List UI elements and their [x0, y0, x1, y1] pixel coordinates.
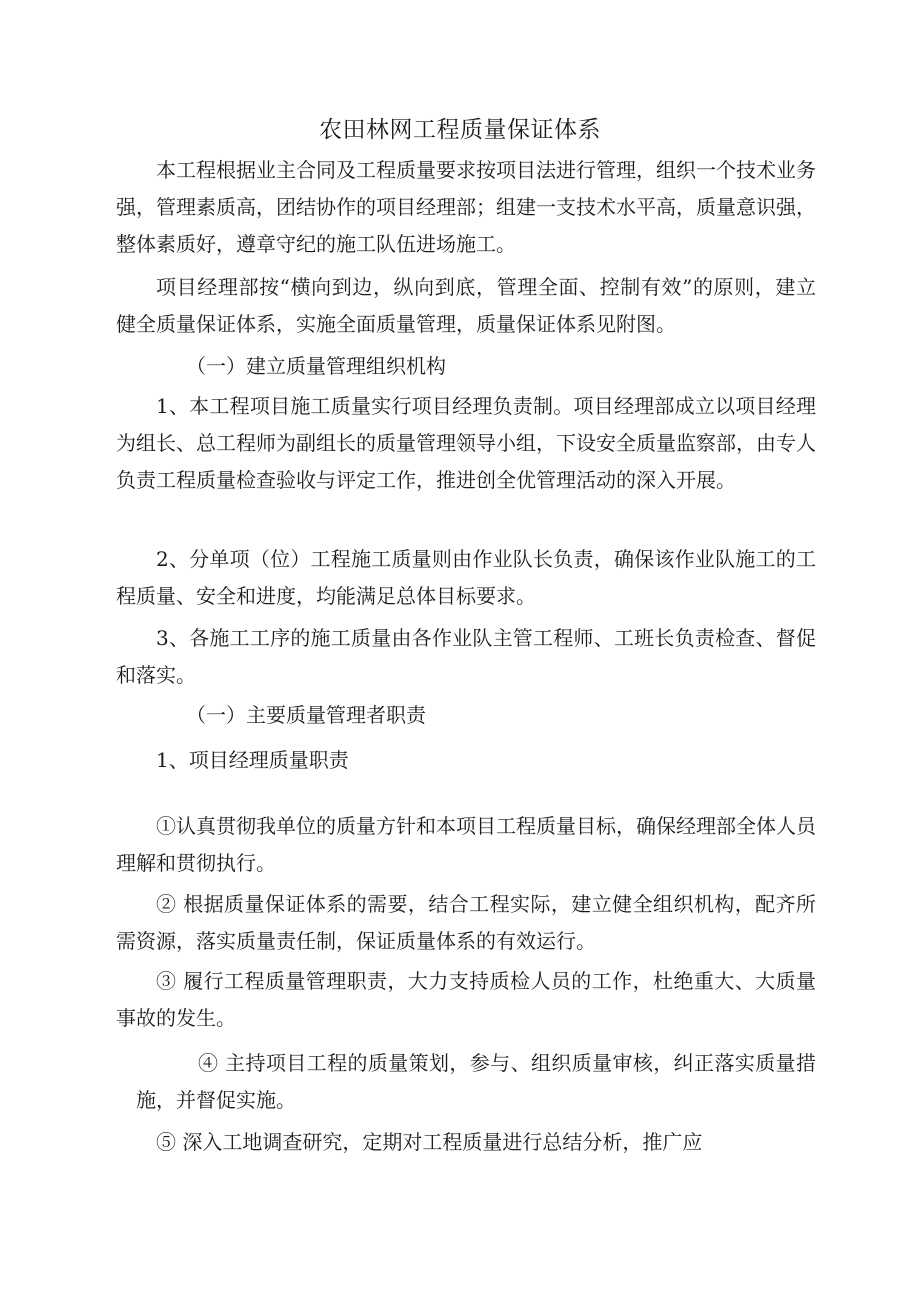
paragraph-principle: 项目经理部按“横向到边，纵向到底，管理全面、控制有效”的原则，建立健全质量保证体系，实施全面质量管理，质量保证体系见附图。	[116, 275, 816, 336]
paragraph-duty-3: ③ 履行工程质量管理职责，大力支持质检人员的工作，杜绝重大、大质量事故的发生。	[116, 969, 816, 1030]
paragraph-item-1: 1、本工程项目施工质量实行项目经理负责制。项目经理部成立以项目经理为组长、总工程师为副组长的质量管理领导小组，下设安全质量监察部，由专人负责工程质量检查验收与评定工作，推进创全优管理活动的深入开展。	[116, 394, 816, 492]
subheading-manager-duties: 1、项目经理质量职责	[156, 748, 349, 772]
paragraph-item-2: 2、分单项（位）工程施工质量则由作业队长负责，确保该作业队施工的工程质量、安全和进度，均能满足总体目标要求。	[116, 547, 816, 608]
section-heading-duties: （一）主要质量管理者职责	[186, 703, 426, 727]
paragraph-intro: 本工程根据业主合同及工程质量要求按项目法进行管理，组织一个技术业务强，管理素质高，团结协作的项目经理部；组建一支技术水平高，质量意识强，整体素质好，遵章守纪的施工队伍进场施工。	[116, 158, 816, 256]
paragraph-item-3: 3、各施工工序的施工质量由各作业队主管工程师、工班长负责检查、督促和落实。	[116, 626, 816, 687]
paragraph-duty-2: ② 根据质量保证体系的需要，结合工程实际，建立健全组织机构，配齐所需资源，落实质量责任制，保证质量体系的有效运行。	[116, 892, 816, 953]
section-heading-organization: （一）建立质量管理组织机构	[186, 354, 446, 378]
paragraph-duty-5: ⑤ 深入工地调查研究，定期对工程质量进行总结分析，推广应	[156, 1130, 703, 1154]
document-title: 农田林网工程质量保证体系	[319, 117, 601, 143]
paragraph-duty-1: ①认真贯彻我单位的质量方针和本项目工程质量目标，确保经理部全体人员理解和贯彻执行。	[116, 814, 816, 875]
paragraph-duty-4: ④ 主持项目工程的质量策划，参与、组织质量审核，纠正落实质量措施，并督促实施。	[136, 1051, 816, 1112]
